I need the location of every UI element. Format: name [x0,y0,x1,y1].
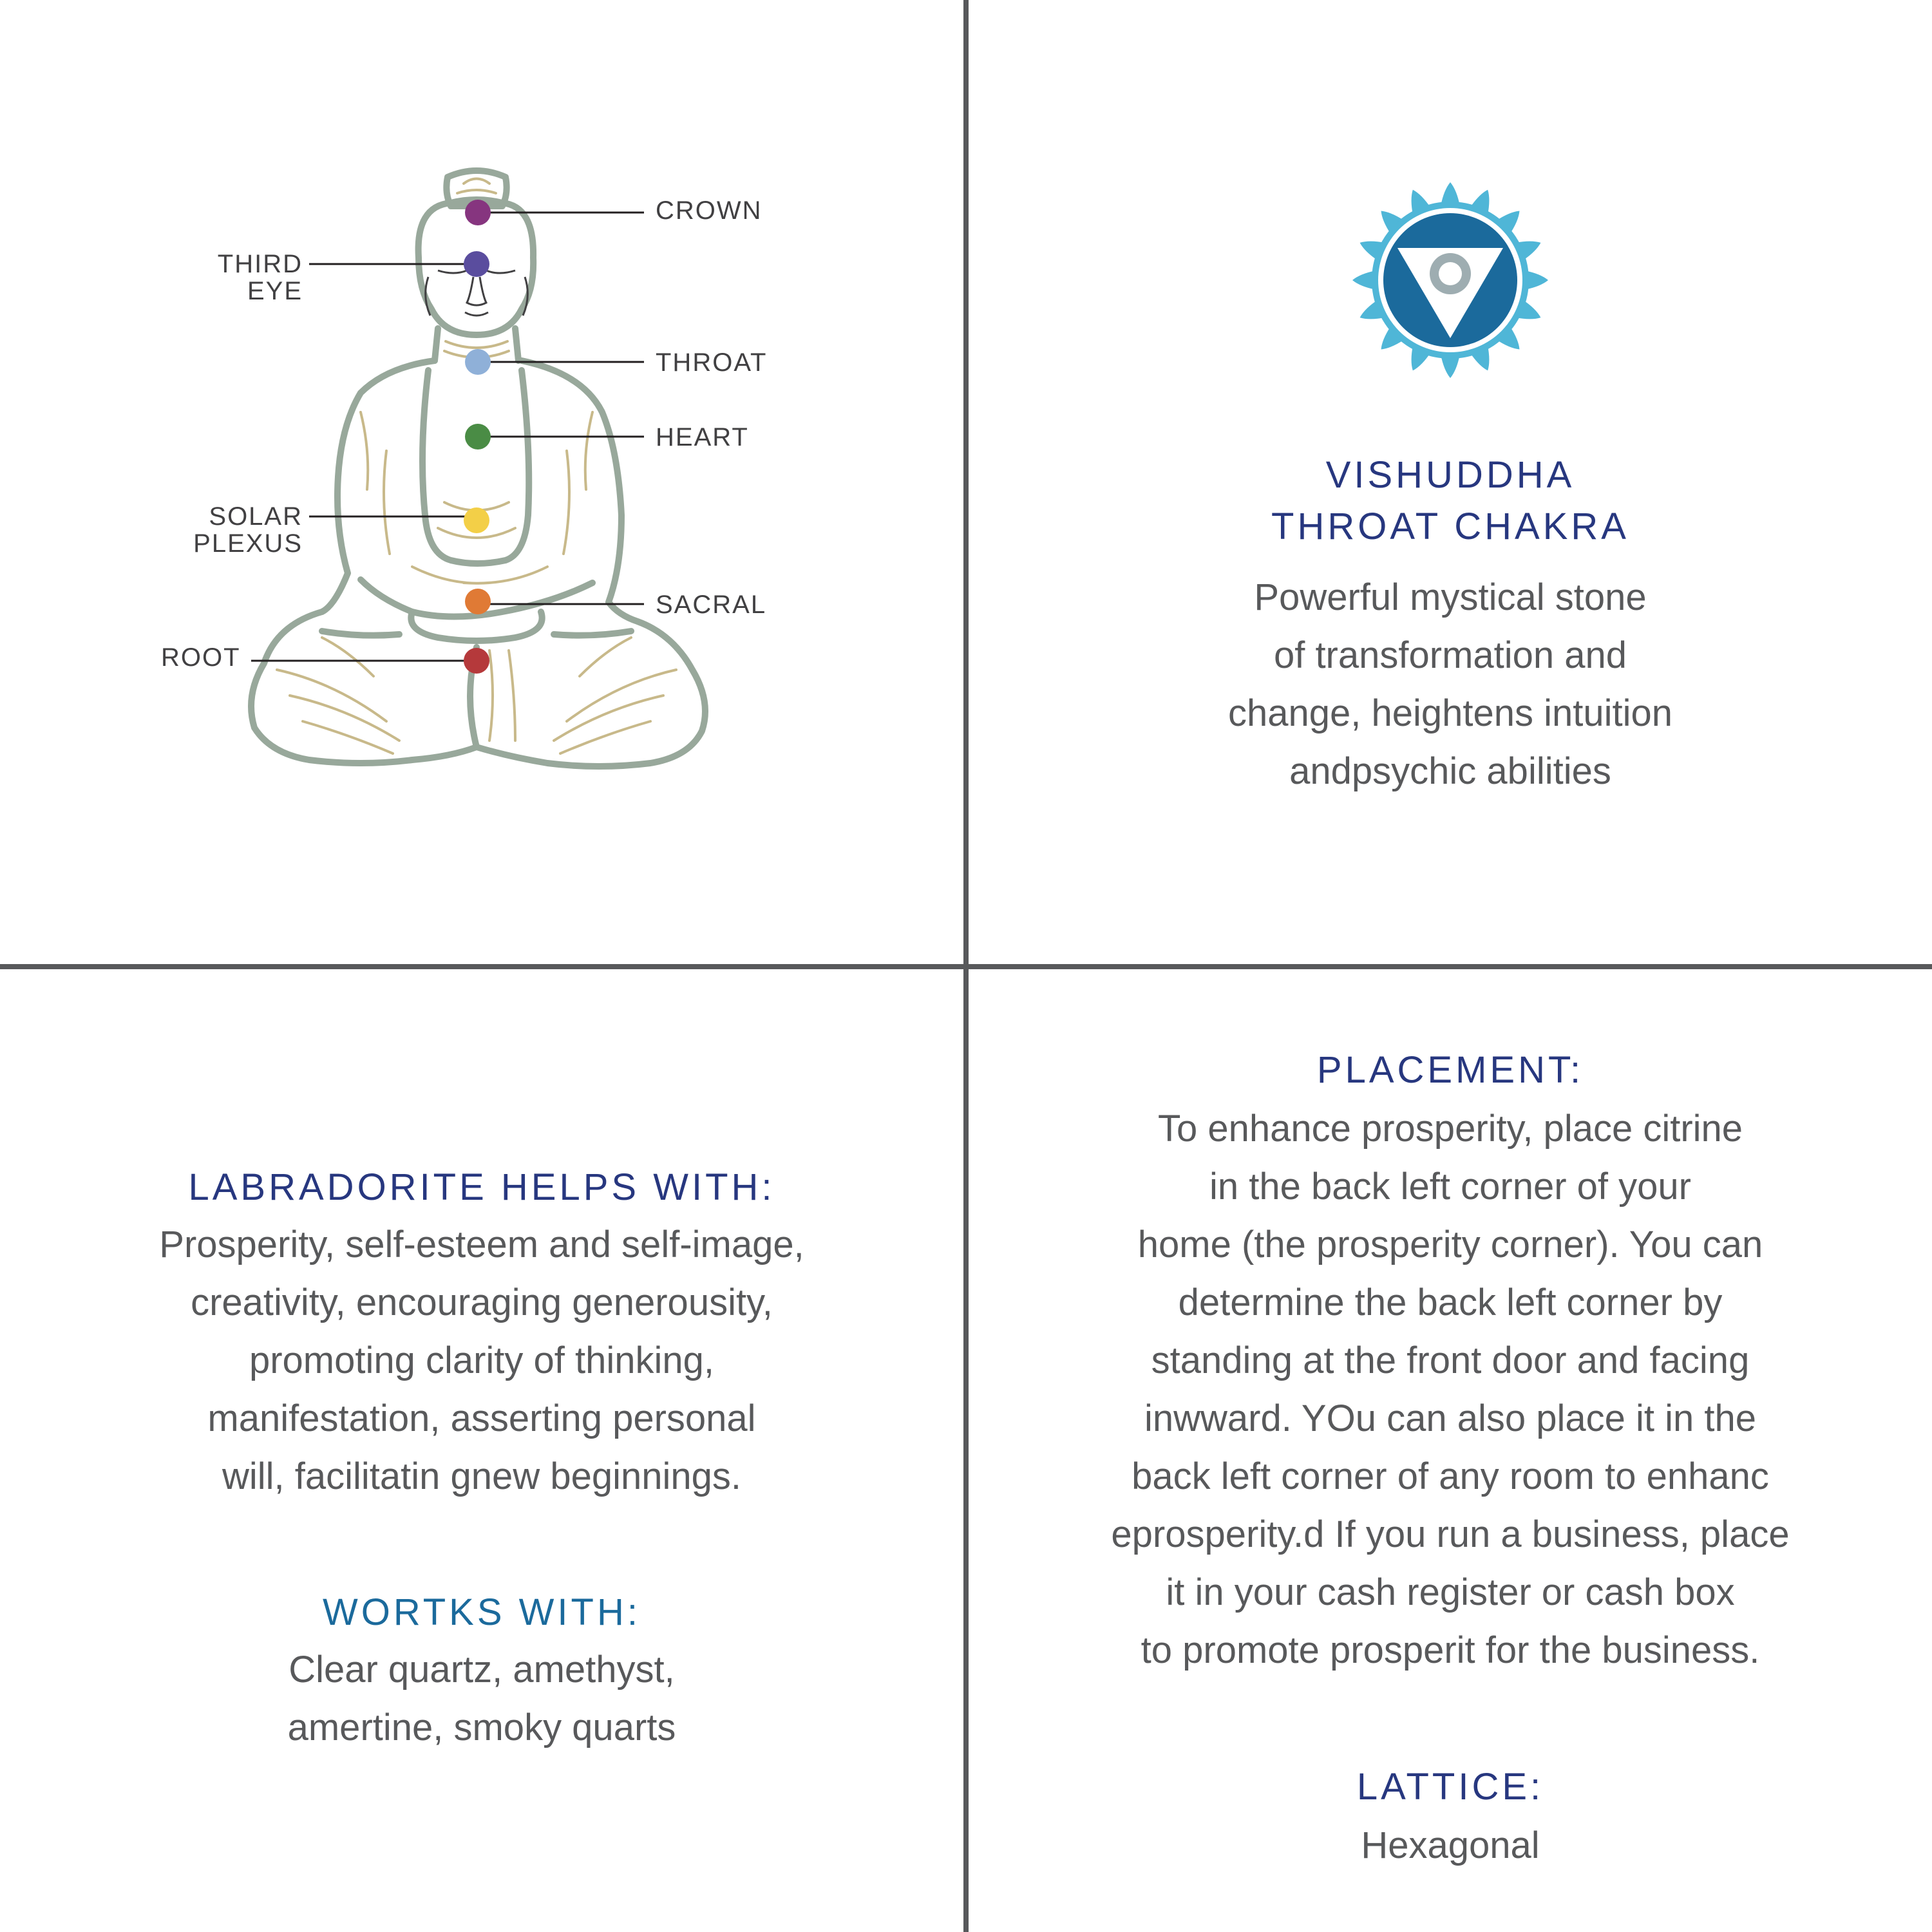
chakra-title-line-1: VISHUDDHA [1325,454,1575,496]
works-with-line: Clear quartz, amethyst, [289,1649,675,1690]
placement-line: To enhance prosperity, place citrine [1157,1108,1743,1150]
buddha-face [426,270,528,316]
heart-label: HEART [656,423,749,451]
placement-line: eprosperity.d If you run a business, place [1111,1513,1790,1555]
throat-chakra-dot [465,349,491,375]
lattice-value: Hexagonal [1361,1824,1540,1866]
helps-with-line: creativity, encouraging generousity, [191,1282,773,1323]
helps-with-line: Prosperity, self-esteem and self-image, [159,1224,804,1265]
helps-with-panel [0,969,963,1932]
works-with-line: amertine, smoky quarts [287,1707,676,1748]
third-eye-label [174,251,303,305]
placement-line: standing at the front door and facing [1151,1340,1750,1381]
solar-plexus-label-line-1: SOLAR [209,502,303,531]
placement-line: it in your cash register or cash box [1166,1571,1735,1613]
description-line: change, heightens intuition [1227,692,1673,734]
third-eye-chakra-dot [464,251,489,277]
helps-with-list [0,1216,963,1506]
placement-text [969,1100,1932,1680]
placement-line: determine the back left corner by [1178,1282,1723,1323]
placement-panel [969,969,1932,1932]
placement-heading: PLACEMENT: [1316,1049,1584,1091]
helps-with-heading: LABRADORITE HELPS WITH: [188,1166,775,1208]
lattice-heading: LATTICE: [1356,1766,1544,1808]
root-chakra-dot [464,648,489,674]
third-eye-label-line-2: EYE [247,277,303,305]
crown-label: CROWN [656,196,762,225]
helps-with-line: manifestation, asserting personal [207,1397,756,1439]
works-with-list [0,1641,963,1757]
placement-line: inwward. YOu can also place it in the [1144,1397,1756,1439]
description-line: Powerful mystical stone [1254,576,1647,618]
root-label: ROOT [161,643,241,672]
solar-plexus-label-line-2: PLEXUS [193,529,303,558]
horizontal-divider [0,964,1932,969]
chakra-description [969,569,1932,800]
helps-with-line: will, facilitatin gnew beginnings. [222,1455,741,1497]
vishuddha-throat-chakra-icon [1347,177,1553,383]
sacral-chakra-dot [465,589,491,614]
placement-line: to promote prosperit for the business. [1141,1629,1760,1671]
heart-chakra-dot [465,424,491,450]
solar-plexus-label [155,503,303,557]
placement-line: back left corner of any room to enhanc [1132,1455,1769,1497]
sacral-label: SACRAL [656,591,767,619]
helps-with-line: promoting clarity of thinking, [249,1340,715,1381]
description-line: andpsychic abilities [1289,750,1611,792]
throat-label: THROAT [656,348,768,377]
third-eye-label-line-1: THIRD [217,250,303,278]
chakra-title-line-2: THROAT CHAKRA [1271,506,1629,547]
solar-plexus-chakra-dot [464,507,489,533]
leader-lines [251,213,644,661]
description-line: of transformation and [1273,634,1627,676]
chakra-info-panel [969,0,1932,964]
buddha-chakra-illustration [0,0,963,964]
placement-line: in the back left corner of your [1209,1166,1691,1208]
works-with-heading: WORTKS WITH: [323,1591,641,1633]
chakra-figure-panel [0,0,963,964]
chakra-title [969,450,1932,553]
crown-chakra-dot [465,200,491,225]
placement-line: home (the prosperity corner). You can [1137,1224,1763,1265]
